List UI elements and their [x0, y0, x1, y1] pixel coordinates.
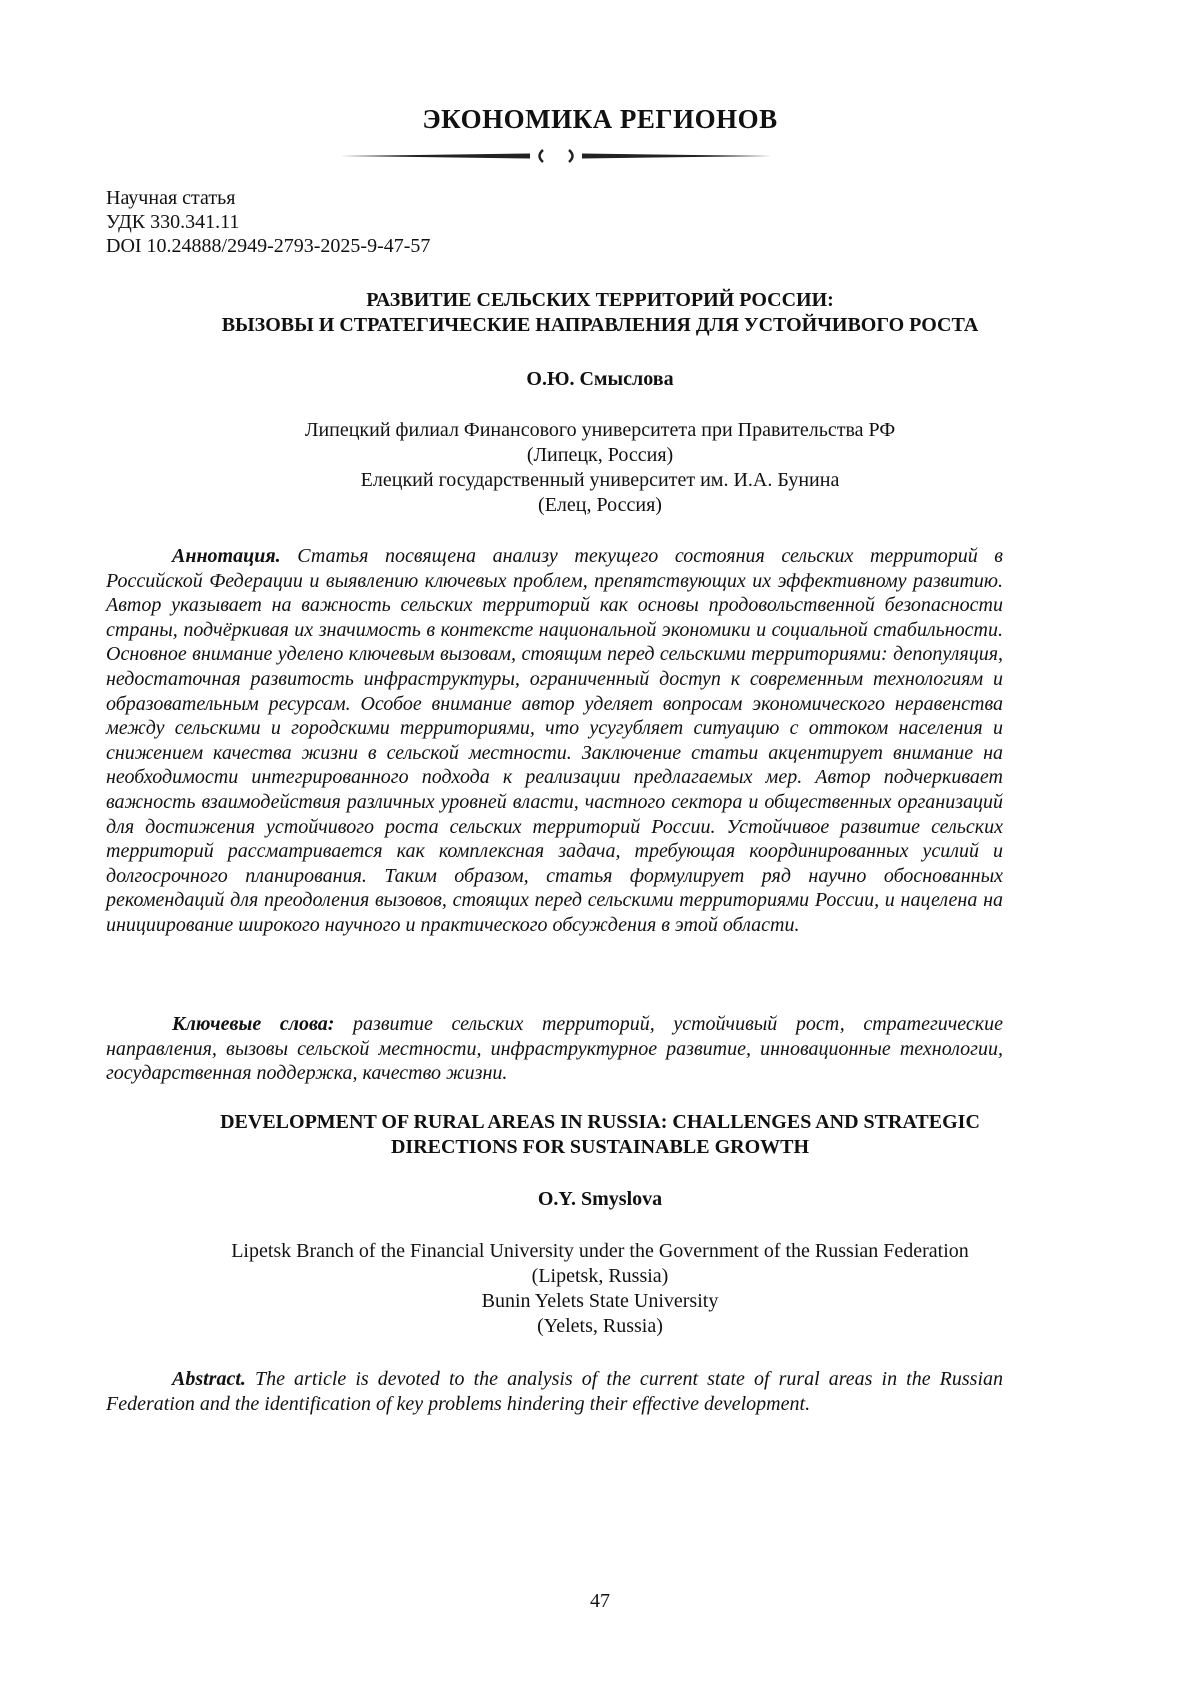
- affiliation-location: (Yelets, Russia): [537, 1315, 663, 1337]
- ru-keywords: [106, 1012, 1003, 1086]
- article-type: Научная статья: [106, 187, 236, 209]
- ru-author: О.Ю. Смыслова: [526, 368, 674, 390]
- affiliation: Елецкий государственный университет им. И.А. Бунина: [360, 469, 840, 491]
- affiliation: Bunin Yelets State University: [481, 1290, 719, 1312]
- page-number: 47: [590, 1590, 610, 1612]
- affiliation: Липецкий филиал Финансового университета при Правительства РФ: [304, 419, 896, 441]
- ru-abstract: [106, 544, 1003, 938]
- affiliation-location: (Липецк, Россия): [526, 444, 674, 466]
- keywords-label: Ключевые слова:: [172, 1013, 335, 1035]
- ru-title-line: РАЗВИТИЕ СЕЛЬСКИХ ТЕРРИТОРИЙ РОССИИ:: [366, 289, 834, 311]
- abstract-label: Abstract.: [172, 1368, 246, 1390]
- doi: DOI 10.24888/2949-2793-2025-9-47-57: [106, 235, 431, 257]
- affiliation: Lipetsk Branch of the Financial University under the Government of the Russian Federation: [231, 1240, 969, 1262]
- ru-title: [0, 288, 1200, 338]
- en-affiliations: [0, 1239, 1200, 1339]
- abstract-text: The article is devoted to the analysis of the current state of rural areas in the Russian Federation and the identification of key problems hindering their effective development.: [106, 1368, 1004, 1415]
- article-meta: [106, 186, 430, 258]
- en-title-line: DEVELOPMENT OF RURAL AREAS IN RUSSIA: CHALLENGES AND STRATEGIC: [220, 1111, 980, 1133]
- affiliation-location: (Lipetsk, Russia): [531, 1265, 669, 1287]
- en-title: [0, 1110, 1200, 1160]
- udc-code: УДК 330.341.11: [106, 211, 240, 233]
- abstract-label: Аннотация.: [172, 545, 281, 567]
- en-author: O.Y. Smyslova: [537, 1188, 663, 1210]
- en-abstract: [106, 1367, 1003, 1416]
- ru-title-line: ВЫЗОВЫ И СТРАТЕГИЧЕСКИЕ НАПРАВЛЕНИЯ ДЛЯ УСТОЙЧИВОГО РОСТА: [221, 314, 979, 336]
- abstract-text: Статья посвящена анализу текущего состояния сельских территорий в Российской Федерации и выявлению ключевых проблем, препятствующих их эффективному развитию. Автор указывает на важность сельских территорий как основы продовольственной безопасности страны, подчёркивая их значимость в контексте национальной экономики и социальной стабильности. Основное внимание уделено ключевым вызовам, стоящим перед сельскими территориями: депопуляция, недостаточная развитость инфраструктуры, ограниченный доступ к современным технологиям и образовательным ресурсам. Особое внимание автор уделяет вопросам экономического неравенства между сельскими и городскими территориями, что усугубляет ситуацию с оттоком населения и снижением качества жизни в сельской местности. Заключение статьи акцентирует внимание на необходимости интегрированного подхода к реализации предлагаемых мер. Автор подчеркивает важность взаимодействия различных уровней власти, частного сектора и общественных организаций для достижения устойчивого роста сельских территорий России. Устойчивое развитие сельских территорий рассматривается как комплексная задача, требующая координированных усилий и долгосрочного планирования. Таким образом, статья формулирует ряд научно обоснованных рекомендаций для преодоления вызовов, стоящих перед сельскими территориями России, и нацелена на инициирование широкого научного и практического обсуждения в этой области.: [106, 545, 1003, 936]
- en-title-line: DIRECTIONS FOR SUSTAINABLE GROWTH: [390, 1136, 810, 1158]
- ru-affiliations: [0, 418, 1200, 518]
- affiliation-location: (Елец, Россия): [538, 494, 662, 516]
- section-title: ЭКОНОМИКА РЕГИОНОВ: [422, 104, 778, 134]
- keywords-text: развитие сельских территорий, устойчивый рост, стратегические направления, вызовы сельской местности, инфраструктурное развитие, инновационные технологии, государственная поддержка, качество жизни.: [106, 1013, 1004, 1085]
- divider-ornament-icon: [340, 146, 772, 166]
